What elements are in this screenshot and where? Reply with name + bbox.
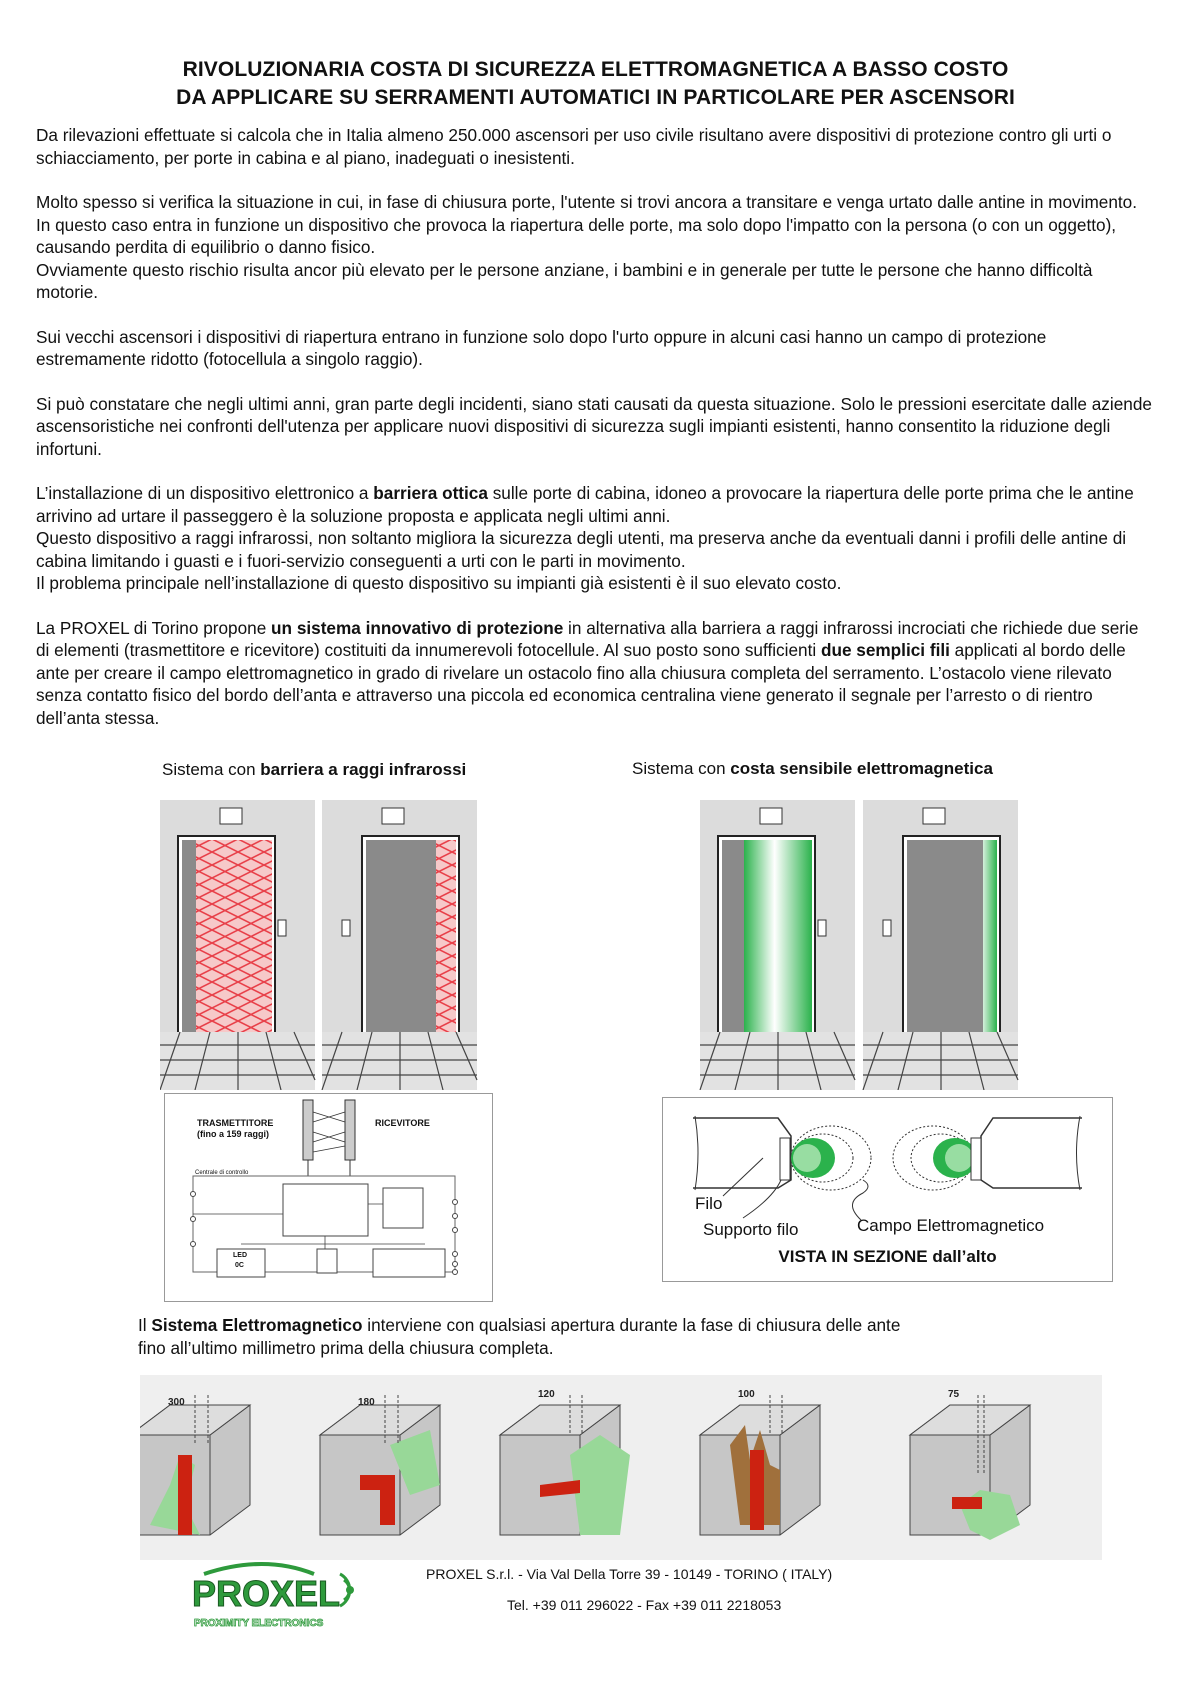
wire-label: Filo [695,1194,723,1213]
proxel-logo [184,1556,374,1636]
led-sub-label: 0C [235,1262,244,1269]
gap-value-2: 180 [358,1397,375,1408]
logo-name: PROXEL [192,1573,341,1614]
gap-value-3: 120 [538,1389,555,1400]
elevator-ir-open [160,800,315,1090]
section-view-diagram [662,1097,1113,1282]
gap-detection-strip [140,1375,1102,1560]
panel-gap-4 [700,1395,820,1535]
paragraph-3: Sui vecchi ascensori i dispositivi di riapertura entrano in funzione solo dopo l'urto oppure in alcuni casi hanno un campo di protezione estremamente ridotto (fotocellula a singolo raggio). [36,326,1047,369]
logo-tagline: PROXIMITY ELECTRONICS [194,1618,324,1629]
paragraph-1: Da rilevazioni effettuate si calcola che in Italia almeno 250.000 ascensori per uso civile risultano avere dispositivi di protezione contro gli urti o schiacciamento, per porte in cabina e al piano, inadeguati o inesistenti. [36,125,1112,168]
caption-infrared: Sistema con barriera a raggi infrarossi [162,760,467,779]
paragraph-2b: Ovviamente questo rischio risulta ancor più elevato per le persone anziane, i bambini e in generale per tutte le persone che hanno difficoltà motorie. [36,259,1093,302]
body-text [36,124,1156,751]
paragraph-6: La PROXEL di Torino propone un sistema innovativo di protezione in alternativa alla barriera a raggi infrarossi incrociati che richiede due serie di elementi (trasmettitore e ricevitore) costituiti da innumerevoli fotocellule. Al suo posto sono sufficienti due semplici fili applicati al bordo delle ante per creare il campo elettromagnetico in grado di rivelare un ostacolo fino alla chiusura completa del serramento. L’ostacolo viene rilevato senza contatto fisico del bordo dell’anta e attraverso una piccola ed economica centralina viene generato il segnale per l’arresto o di rientro dell’anta stessa. [36,617,1139,728]
gap-value-5: 75 [948,1389,960,1400]
gap-value-4: 100 [738,1389,755,1400]
caption-electromagnetic: Sistema con costa sensibile elettromagnetica [632,759,993,778]
panel-gap-2 [320,1395,440,1535]
paragraph-7: Il Sistema Elettromagnetico interviene con qualsiasi apertura durante la fase di chiusura delle ante fino all’ultimo millimetro prima della chiusura completa. [138,1315,901,1358]
panel-gap-5 [910,1395,1030,1540]
paragraph-5-line-3: Il problema principale nell’installazione di questo dispositivo su impianti già esistenti è il suo elevato costo. [36,573,842,593]
logo-mark [184,1556,374,1636]
control-board-label: Centrale di controllo [195,1170,249,1176]
elevator-ir-closed [322,800,477,1090]
receiver-label: RICEVITORE [375,1118,430,1128]
elevator-em-closed [863,800,1018,1090]
section-view-caption: VISTA IN SEZIONE dall’alto [778,1247,997,1266]
transmitter-note: (fino a 159 raggi) [197,1129,270,1139]
footer-phone: Tel. +39 011 296022 - Fax +39 011 2218053 [507,1597,782,1613]
title-line-2: DA APPLICARE SU SERRAMENTI AUTOMATICI IN PARTICOLARE PER ASCENSORI [176,86,1015,109]
gap-detection-drawings [140,1375,1102,1560]
paragraph-2a: Molto spesso si verifica la situazione in cui, in fase di chiusura porte, l'utente si trovi ancora a transitare e venga urtato dalle antine in movimento. In questo caso entra in funzione un dispositivo che provoca la riapertura delle porte, ma solo dopo l'impatto con la persona (o con un oggetto), causando perdita di equilibrio o danno fisico. [36,192,1137,257]
led-label: LED [233,1252,247,1259]
elevator-em-open [700,800,855,1090]
paragraph-5-line-2: Questo dispositivo a raggi infrarossi, non soltanto migliora la sicurezza degli utenti, ma preserva anche da eventuali danni i profili delle antine di cabina limitando i guasti e i fuori-servizio conseguenti a urti con le parti in movimento. [36,528,1127,571]
panel-gap-3 [500,1395,630,1535]
page-title [0,56,1191,112]
footer-address: PROXEL S.r.l. - Via Val Della Torre 39 - 10149 - TORINO ( ITALY) [426,1566,833,1582]
field-label: Campo Elettromagnetico [857,1216,1045,1235]
signal-icon [340,1574,354,1606]
paragraph-5: L’installazione di un dispositivo elettronico a barriera ottica sulle porte di cabina, idoneo a provocare la riapertura delle porte prima che le antine arrivino ad urtare il passeggero è la soluzione proposta e applicata negli ultimi anni. [36,483,1134,526]
title-line-1: RIVOLUZIONARIA COSTA DI SICUREZZA ELETTROMAGNETICA A BASSO COSTO [182,58,1009,81]
gap-value-1: 300 [168,1397,185,1408]
elevator-illustrations [160,800,1040,1090]
wire-support-label: Supporto filo [703,1220,799,1239]
paragraph-4: Si può constatare che negli ultimi anni, gran parte degli incidenti, siano stati causati da questa situazione. Solo le pressioni esercitate dalle aziende ascensoristiche nei confronti dell'utenza per applicare nuovi dispositivi di sicurezza sugli impianti esistenti, hanno consentito la riduzione degli infortuni. [36,393,1152,459]
ir-wiring-diagram [164,1093,493,1302]
transmitter-label: TRASMETTITORE [197,1118,274,1128]
panel-gap-1 [140,1395,250,1535]
